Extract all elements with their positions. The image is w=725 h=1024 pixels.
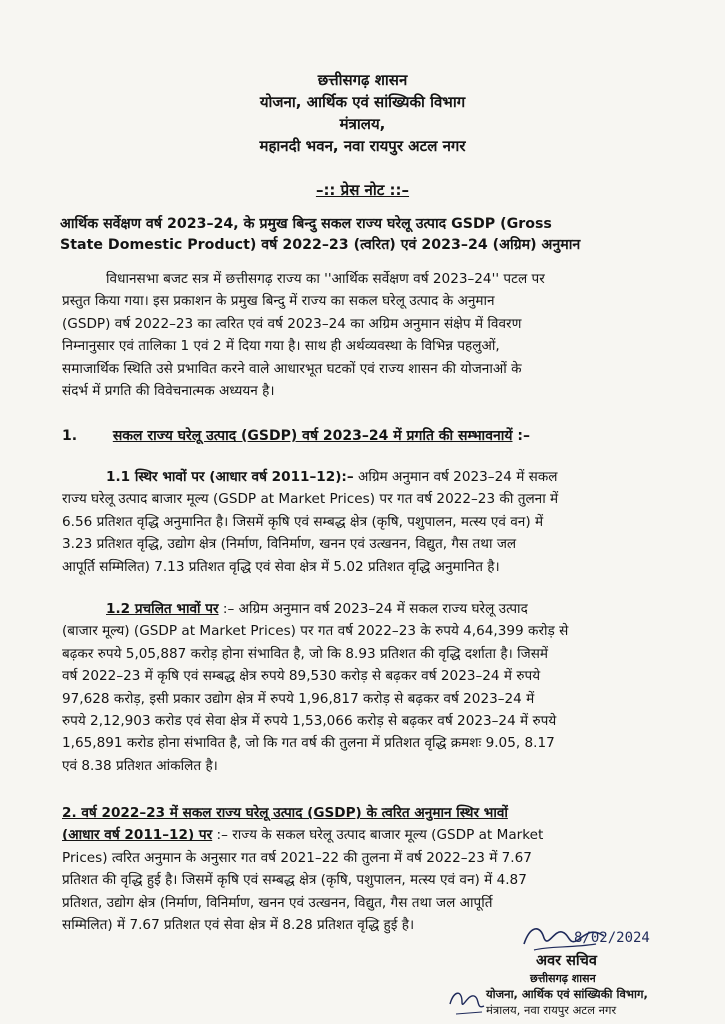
subsection-label: 1.1 स्थिर भावों पर (आधार वर्ष 2011–12):– (106, 469, 354, 485)
signatory-office-govt: छत्तीसगढ़ शासन (530, 972, 596, 985)
header-address: महानदी भवन, नवा रायपुर अटल नगर (259, 137, 466, 155)
paragraph-line: निम्नानुसार एवं तालिका 1 एवं 2 में दिया गया है। साथ ही अर्थव्यवस्था के विभिन्न पहलुओं, (62, 338, 500, 355)
paragraph-line: रुपये 2,12,903 करोड एवं सेवा क्षेत्र में रुपये 1,53,066 करोड़ से बढ़कर वर्ष 2023–24 में रुपये (62, 713, 557, 730)
header-govt: छत्तीसगढ़ शासन (317, 71, 408, 89)
paragraph-line: Prices) त्वरित अनुमान के अनुसार गत वर्ष 2021–22 की तुलना में वर्ष 2022–23 में 7.67 (62, 849, 532, 866)
paragraph-line (62, 824, 670, 846)
paragraph-line: (GSDP) वर्ष 2022–23 का त्वरित एवं वर्ष 2023–24 का अग्रिम अनुमान संक्षेप में विवरण (62, 315, 522, 332)
paragraph-line: एवं 8.38 प्रतिशत आंकलित है। (62, 757, 218, 774)
paragraph-line: (बाजार मूल्य) (GSDP at Market Prices) पर गत वर्ष 2022–23 के रुपये 4,64,399 करोड़ से (62, 623, 569, 640)
press-note-text: –:: प्रेस नोट ::– (315, 181, 410, 199)
section-2-heading-cont: (आधार वर्ष 2011–12) पर (62, 827, 213, 844)
section-1-1-paragraph (62, 466, 670, 578)
paragraph-line: विधानसभा बजट सत्र में छत्तीसगढ़ राज्य का ''आर्थिक सर्वेक्षण वर्ष 2023–24'' पटल पर (106, 271, 545, 287)
paragraph-line: प्रतिशत, उद्योग क्षेत्र (निर्माण, विनिर्माण, खनन एवं उत्खनन, विद्युत, गैस तथा जल आपूर्ति (62, 894, 493, 911)
intro-paragraph (62, 268, 670, 402)
section-heading-suffix: :– (512, 428, 530, 444)
title-line: State Domestic Product) वर्ष 2022–23 (त्वरित) एवं 2023–24 (अग्रिम) अनुमान (60, 237, 581, 253)
paragraph-line: बढ़कर रुपये 5,05,887 करोड़ होना संभावित है, जो कि 8.93 प्रतिशत की वृद्धि दर्शाता है। जिसमें (62, 645, 549, 662)
paragraph-text: :– अग्रिम अनुमान वर्ष 2023–24 में सकल राज्य घरेलू उत्पाद (218, 601, 528, 617)
section-heading-text: सकल राज्य घरेलू उत्पाद (GSDP) वर्ष 2023–24 में प्रगति की सम्भावनायें (112, 428, 513, 444)
initials-scribble (446, 984, 488, 1018)
section-1-2-paragraph (62, 598, 670, 777)
paragraph-line: सम्मिलित) में 7.67 प्रतिशत एवं सेवा क्षेत्र में 8.28 प्रतिशत वृद्धि हुई है। (62, 917, 415, 934)
subsection-label: 1.2 प्रचलित भावों पर (106, 601, 219, 617)
paragraph-text: :– राज्य के सकल घरेलू उत्पाद बाजार मूल्य (GSDP at Market (212, 827, 544, 844)
paragraph-line: समाजार्थिक स्थिति उसे प्रभावित करने वाले आधारभूत घटकों एवं राज्य शासन की योजनाओं के (62, 360, 522, 377)
section-1-heading (62, 426, 672, 445)
section-2-paragraph (62, 802, 670, 936)
header-ministry: मंत्रालय, (339, 115, 386, 133)
signature-date: 8/02/2024 (574, 930, 650, 946)
signatory-designation: अवर सचिव (536, 953, 597, 969)
paragraph-line (62, 466, 670, 488)
paragraph-line: राज्य घरेलू उत्पाद बाजार मूल्य (GSDP at Market Prices) पर गत वर्ष 2022–23 की तुलना में (62, 491, 559, 508)
signatory-office-address: मंत्रालय, नवा रायपुर अटल नगर (486, 1003, 617, 1017)
document-title (60, 214, 670, 256)
section-2-heading: 2. वर्ष 2022–23 में सकल राज्य घरेलू उत्पाद (GSDP) के त्वरित अनुमान स्थिर भावों (62, 805, 508, 821)
press-note-heading (0, 180, 725, 200)
title-line: आर्थिक सर्वेक्षण वर्ष 2023–24, के प्रमुख बिन्दु सकल राज्य घरेलू उत्पाद GSDP (Gross (60, 216, 552, 232)
paragraph-line: 97,628 करोड़, इसी प्रकार उद्योग क्षेत्र में रुपये 1,96,817 करोड़ से बढ़कर वर्ष 2023–24 में (62, 690, 535, 707)
paragraph-line: 3.23 प्रतिशत वृद्धि, उद्योग क्षेत्र (निर्माण, विनिर्माण, खनन एवं उत्खनन, विद्युत, गैस तथा जल (62, 536, 517, 553)
paragraph-line (62, 598, 670, 620)
paragraph-line: 1,65,891 करोड होना संभावित है, जो कि गत वर्ष की तुलना में प्रतिशत वृद्धि क्रमशः 9.05, 8.17 (62, 735, 555, 752)
paragraph-line: आपूर्ति सम्मिलित) 7.13 प्रतिशत वृद्धि एवं सेवा क्षेत्र में 5.02 प्रतिशत वृद्धि अनुमानित है। (62, 558, 500, 575)
paragraph-line: वर्ष 2022–23 में कृषि एवं सम्बद्ध क्षेत्र रुपये 89,530 करोड़ से बढ़कर वर्ष 2023–24 में रुपये (62, 668, 541, 685)
header-department: योजना, आर्थिक एवं सांख्यिकी विभाग (259, 93, 466, 111)
paragraph-line: संदर्भ में प्रगति की विवेचनात्मक अध्ययन है। (62, 383, 275, 400)
paragraph-line: प्रतिशत की वृद्धि हुई है। जिसमें कृषि एवं सम्बद्ध क्षेत्र (कृषि, पशुपालन, मत्स्य एवं वन) में 4.87 (62, 872, 527, 889)
signatory-office-department: योजना, आर्थिक एवं सांख्यिकी विभाग, (486, 987, 648, 1001)
paragraph-text: अग्रिम अनुमान वर्ष 2023–24 में सकल (353, 469, 558, 485)
paragraph-line: प्रस्तुत किया गया। इस प्रकाशन के प्रमुख बिन्दु में राज्य का सकल घरेलू उत्पाद के अनुमान (62, 293, 495, 310)
paragraph-line: 6.56 प्रतिशत वृद्धि अनुमानित है। जिसमें कृषि एवं सम्बद्ध क्षेत्र (कृषि, पशुपालन, मत्स्य एवं वन) में (62, 513, 544, 530)
section-number: 1. (62, 428, 78, 444)
